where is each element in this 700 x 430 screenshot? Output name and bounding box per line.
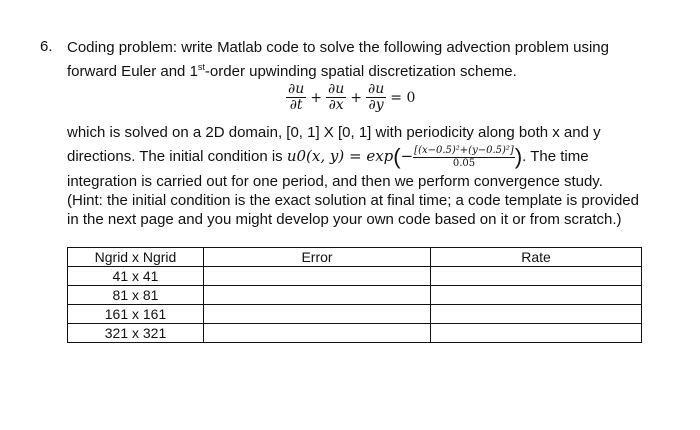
convergence-table bbox=[67, 247, 642, 343]
du-dx-den: ∂x bbox=[328, 97, 344, 113]
cell-error bbox=[204, 286, 431, 305]
line2-prefix: forward Euler and 1 bbox=[67, 63, 198, 80]
du-dt-num: ∂u bbox=[288, 81, 305, 97]
problem-number: 6. bbox=[40, 38, 53, 55]
plus-2: + bbox=[350, 89, 362, 106]
advection-equation bbox=[285, 82, 418, 113]
plus-1: + bbox=[310, 89, 322, 106]
problem-line-2 bbox=[67, 58, 517, 81]
open-paren: ( bbox=[393, 144, 401, 170]
du-dy bbox=[366, 82, 386, 113]
ic-minus: − bbox=[400, 147, 414, 165]
cell-rate bbox=[431, 324, 642, 343]
header-rate: Rate bbox=[431, 248, 642, 267]
ic-exponent-den: 0.05 bbox=[452, 157, 476, 169]
du-dy-num: ∂u bbox=[368, 81, 385, 97]
du-dy-den: ∂y bbox=[368, 97, 384, 113]
cell-error bbox=[204, 267, 431, 286]
du-dx-num: ∂u bbox=[328, 81, 345, 97]
problem-line-5: integration is carried out for one period, and then we perform convergence study. bbox=[67, 173, 603, 190]
line2-suffix: -order upwinding spatial discretization scheme. bbox=[204, 63, 517, 80]
header-ngrid: Ngrid x Ngrid bbox=[68, 248, 204, 267]
table-row bbox=[68, 324, 642, 343]
table-header-row bbox=[68, 248, 642, 267]
table-row bbox=[68, 286, 642, 305]
cell-rate bbox=[431, 267, 642, 286]
cell-error bbox=[204, 324, 431, 343]
cell-ngrid: 81 x 81 bbox=[68, 286, 204, 305]
cell-rate bbox=[431, 305, 642, 324]
cell-rate bbox=[431, 286, 642, 305]
equals-zero: = 0 bbox=[390, 89, 416, 106]
table-row bbox=[68, 267, 642, 286]
header-error: Error bbox=[204, 248, 431, 267]
cell-ngrid: 41 x 41 bbox=[68, 267, 204, 286]
cell-error bbox=[204, 305, 431, 324]
du-dt bbox=[286, 82, 306, 113]
du-dx bbox=[326, 82, 346, 113]
ic-exponent bbox=[413, 145, 515, 170]
line2-superscript: st bbox=[197, 62, 205, 72]
line4-suffix: . The time bbox=[522, 148, 589, 165]
problem-line-4 bbox=[67, 142, 589, 171]
line4-prefix: directions. The initial condition is bbox=[67, 148, 287, 165]
problem-line-6: (Hint: the initial condition is the exact solution at final time; a code template is provided bbox=[67, 192, 639, 209]
ic-exponent-num: [(x−0.5)²+(y−0.5)²] bbox=[414, 144, 514, 156]
problem-line-3: which is solved on a 2D domain, [0, 1] X [0, 1] with periodicity along both x and y bbox=[67, 124, 601, 141]
close-paren: ) bbox=[514, 144, 523, 170]
initial-condition-lhs: u0(x, y) = exp bbox=[286, 147, 394, 165]
cell-ngrid: 161 x 161 bbox=[68, 305, 204, 324]
problem-line-7: in the next page and you might develop your own code based on it or from scratch.) bbox=[67, 211, 622, 228]
problem-line-1: Coding problem: write Matlab code to solve the following advection problem using bbox=[67, 39, 609, 56]
du-dt-den: ∂t bbox=[289, 97, 303, 113]
cell-ngrid: 321 x 321 bbox=[68, 324, 204, 343]
table-row bbox=[68, 305, 642, 324]
